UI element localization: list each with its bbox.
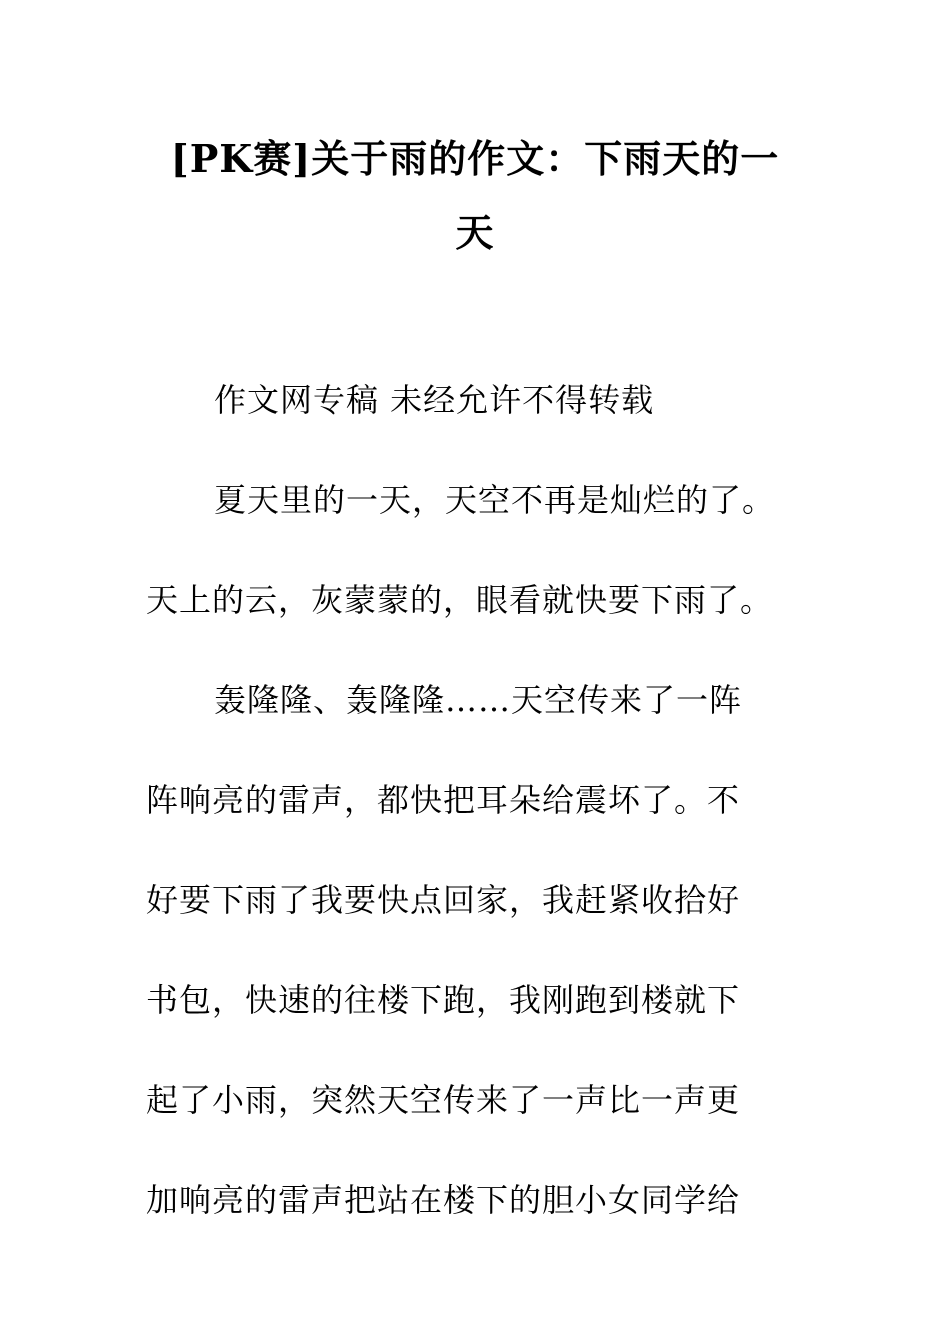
paragraph-1-line-1: 夏天里的一天，天空不再是灿烂的了。 (214, 481, 776, 519)
paragraph-2-line-1: 轰隆隆、轰隆隆……天空传来了一阵 (214, 681, 743, 719)
copyright-notice: 作文网专稿 未经允许不得转载 (214, 381, 655, 419)
paragraph-2-line-6: 加响亮的雷声把站在楼下的胆小女同学给 (146, 1181, 741, 1219)
paragraph-2-line-4: 书包，快速的往楼下跑，我刚跑到楼就下 (146, 981, 741, 1019)
paragraph-2-line-3: 好要下雨了我要快点回家，我赶紧收拾好 (146, 881, 741, 919)
document-title (140, 122, 810, 270)
paragraph-1-line-2: 天上的云，灰蒙蒙的，眼看就快要下雨了。 (146, 581, 774, 619)
paragraph-2-line-5: 起了小雨，突然天空传来了一声比一声更 (146, 1081, 741, 1119)
title-line-1: [PK赛]关于雨的作文：下雨天的一 (170, 136, 780, 181)
title-line-2: 天 (455, 210, 495, 255)
paragraph-2-line-2: 阵响亮的雷声，都快把耳朵给震坏了。不 (146, 781, 741, 819)
